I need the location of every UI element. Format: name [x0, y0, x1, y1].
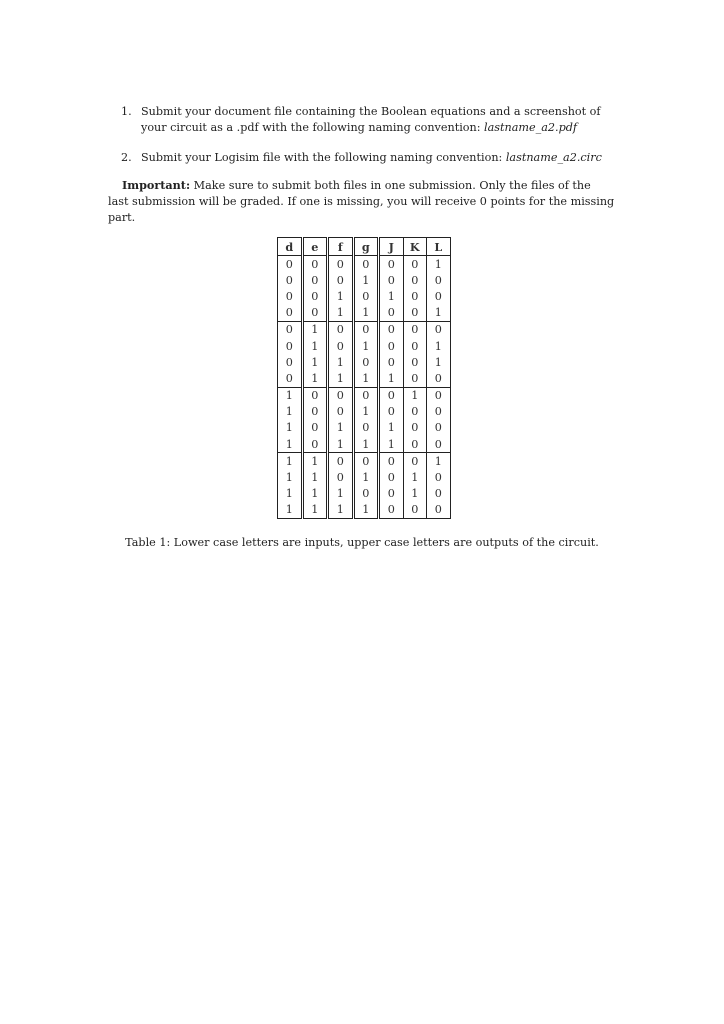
table-cell: 1 [427, 338, 451, 354]
table-cell: 0 [427, 370, 451, 387]
table-cell: 0 [278, 321, 303, 338]
table-cell: 0 [353, 354, 379, 370]
table-cell: 1 [328, 288, 354, 304]
table-cell: 0 [353, 288, 379, 304]
pdf-filename: lastname_a2.pdf [484, 121, 578, 134]
table-cell: 1 [302, 354, 328, 370]
table-cell: 0 [403, 370, 427, 387]
important-note [108, 177, 616, 226]
table-cell: 0 [328, 272, 354, 288]
instruction-number: 2. [121, 151, 132, 164]
table-row [278, 272, 451, 288]
table-cell: 1 [353, 469, 379, 485]
table-row [278, 288, 451, 304]
table-row [278, 370, 451, 387]
table-cell: 0 [403, 404, 427, 420]
table-cell: 0 [403, 321, 427, 338]
table-row [278, 354, 451, 370]
table-cell: 1 [328, 370, 354, 387]
table-cell: 1 [328, 502, 354, 519]
table-row [278, 305, 451, 322]
table-cell: 1 [353, 305, 379, 322]
table-cell: 0 [353, 453, 379, 470]
table-cell: 0 [302, 436, 328, 453]
table-cell: 0 [328, 469, 354, 485]
table-cell: 1 [328, 486, 354, 502]
table-cell: 0 [403, 436, 427, 453]
column-header-e: e [302, 238, 328, 256]
important-text: Make sure to submit both files in one submission. Only the files of the [193, 179, 591, 192]
table-cell: 0 [379, 338, 404, 354]
column-header-g: g [353, 238, 379, 256]
table-cell: 1 [353, 338, 379, 354]
table-cell: 1 [278, 436, 303, 453]
table-cell: 0 [427, 272, 451, 288]
table-cell: 0 [328, 256, 354, 273]
table-cell: 1 [353, 436, 379, 453]
table-cell: 0 [403, 256, 427, 273]
table-cell: 0 [379, 404, 404, 420]
table-caption: Table 1: Lower case letters are inputs, upper case letters are outputs of the circuit. [125, 536, 599, 549]
table-cell: 1 [403, 486, 427, 502]
table-cell: 0 [403, 338, 427, 354]
table-cell: 1 [328, 305, 354, 322]
column-header-K: K [403, 238, 427, 256]
table-cell: 1 [278, 453, 303, 470]
table-cell: 0 [427, 502, 451, 519]
table-cell: 1 [427, 453, 451, 470]
truth-table [277, 237, 451, 519]
table-cell: 1 [427, 354, 451, 370]
table-cell: 0 [278, 338, 303, 354]
instruction-number: 1. [121, 105, 132, 118]
table-cell: 0 [278, 305, 303, 322]
table-row [278, 404, 451, 420]
important-text: last submission will be graded. If one is missing, you will receive 0 points for the missing [108, 195, 615, 208]
table-row [278, 453, 451, 470]
table-cell: 1 [278, 387, 303, 404]
table-cell: 0 [379, 486, 404, 502]
table-cell: 1 [353, 272, 379, 288]
table-row [278, 387, 451, 404]
table-cell: 0 [379, 321, 404, 338]
table-cell: 0 [328, 453, 354, 470]
table-cell: 0 [278, 354, 303, 370]
table-row [278, 436, 451, 453]
table-cell: 0 [353, 420, 379, 436]
table-cell: 1 [379, 436, 404, 453]
table-cell: 0 [403, 420, 427, 436]
table-cell: 1 [278, 420, 303, 436]
table-cell: 0 [403, 502, 427, 519]
table-cell: 0 [302, 387, 328, 404]
table-cell: 0 [302, 420, 328, 436]
table-cell: 1 [302, 502, 328, 519]
table-cell: 0 [302, 305, 328, 322]
table-cell: 0 [403, 288, 427, 304]
table-cell: 0 [427, 436, 451, 453]
table-cell: 0 [328, 387, 354, 404]
table-cell: 1 [403, 469, 427, 485]
table-row [278, 321, 451, 338]
table-cell: 0 [302, 272, 328, 288]
table-cell: 1 [353, 502, 379, 519]
column-header-f: f [328, 238, 354, 256]
table-row [278, 420, 451, 436]
table-cell: 1 [353, 370, 379, 387]
important-text: part. [108, 211, 136, 224]
table-row [278, 469, 451, 485]
important-label: Important: [122, 178, 191, 192]
table-cell: 0 [403, 305, 427, 322]
column-header-J: J [379, 238, 404, 256]
table-cell: 1 [328, 354, 354, 370]
table-cell: 0 [427, 387, 451, 404]
table-cell: 0 [403, 453, 427, 470]
table-cell: 1 [302, 486, 328, 502]
table-cell: 0 [302, 256, 328, 273]
instruction-text-line: your circuit as a .pdf with the following naming convention: [141, 121, 485, 134]
table-cell: 0 [427, 486, 451, 502]
table-cell: 0 [353, 256, 379, 273]
table-cell: 1 [278, 404, 303, 420]
table-cell: 1 [302, 321, 328, 338]
table-cell: 0 [427, 469, 451, 485]
table-cell: 1 [328, 436, 354, 453]
table-cell: 1 [278, 502, 303, 519]
table-cell: 0 [427, 288, 451, 304]
table-cell: 0 [379, 469, 404, 485]
table-cell: 0 [278, 370, 303, 387]
table-row [278, 256, 451, 273]
table-row [278, 502, 451, 519]
table-cell: 0 [379, 354, 404, 370]
table-cell: 1 [302, 370, 328, 387]
table-cell: 1 [278, 486, 303, 502]
table-cell: 0 [328, 338, 354, 354]
table-cell: 0 [353, 387, 379, 404]
table-cell: 0 [403, 272, 427, 288]
column-header-L: L [427, 238, 451, 256]
table-cell: 0 [353, 321, 379, 338]
table-cell: 0 [427, 420, 451, 436]
table-cell: 0 [278, 256, 303, 273]
table-row [278, 338, 451, 354]
table-cell: 0 [379, 453, 404, 470]
table-cell: 0 [302, 288, 328, 304]
table-cell: 0 [427, 404, 451, 420]
table-cell: 1 [427, 256, 451, 273]
instruction-text-line: Submit your document file containing the Boolean equations and a screenshot of [141, 105, 601, 118]
table-cell: 1 [379, 288, 404, 304]
table-cell: 0 [379, 387, 404, 404]
table-cell: 1 [302, 469, 328, 485]
circ-filename: lastname_a2.circ [505, 151, 602, 164]
table-cell: 0 [328, 404, 354, 420]
table-cell: 1 [353, 404, 379, 420]
column-header-d: d [278, 238, 303, 256]
table-cell: 1 [302, 453, 328, 470]
table-cell: 1 [427, 305, 451, 322]
table-row [278, 486, 451, 502]
table-cell: 0 [379, 305, 404, 322]
table-cell: 1 [302, 338, 328, 354]
table-cell: 0 [278, 272, 303, 288]
table-cell: 1 [379, 370, 404, 387]
table-cell: 0 [302, 404, 328, 420]
table-cell: 0 [379, 256, 404, 273]
table-cell: 1 [278, 469, 303, 485]
instruction-text-line: Submit your Logisim file with the following naming convention: [141, 151, 506, 164]
table-cell: 0 [427, 321, 451, 338]
table-cell: 1 [379, 420, 404, 436]
table-cell: 0 [353, 486, 379, 502]
table-cell: 0 [379, 502, 404, 519]
table-cell: 0 [403, 354, 427, 370]
table-cell: 0 [328, 321, 354, 338]
table-cell: 1 [403, 387, 427, 404]
table-cell: 0 [379, 272, 404, 288]
table-cell: 0 [278, 288, 303, 304]
table-cell: 1 [328, 420, 354, 436]
